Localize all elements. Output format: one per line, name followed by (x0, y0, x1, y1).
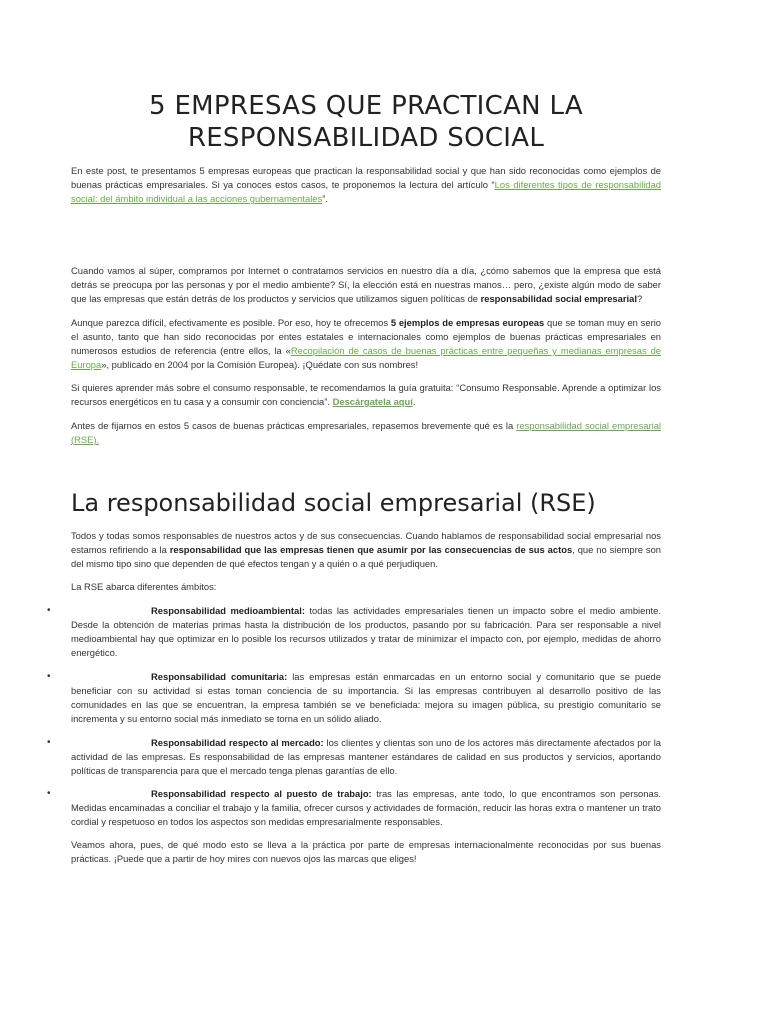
intro-text: En este post, te presentamos 5 empresas europeas que practican la responsabilidad social y que han sido reconocidas como ejemplos de buenas prácticas empresariales. Si ya conoces estos casos, te proponemos la lectura del artículo “ (71, 165, 661, 190)
bullet-2-text: las empresas están enmarcadas en un entorno social y comunitario que se puede beneficiar con su actividad si estas toman conciencia de su importancia. Si las empresas contribuyen al desarrollo positivo de las comunidades en las que se encuentran, la empresa también se ve beneficiada: mejora su imagen pública, su prestigio comunitario se incrementa y su entorno social más inmediato se torna en un sólido aliado. (71, 671, 661, 724)
p2-text-end: », publicado en 2004 por la Comisión Europea). ¡Quédate con sus nombres! (101, 359, 419, 370)
p2-bold: 5 ejemplos de empresas europeas (390, 317, 545, 328)
bullet-1-text: todas las actividades empresariales tienen un impacto sobre el medio ambiente. Desde la obtención de materias primas hasta la distribución de los productos, pasando por su fabricación. Para ser responsable a nivel medioambiental hay que optimizar en lo posible los recursos utilizados y tratar de minimizar el impacto con, por ejemplo, medidas de ahorro energético. (71, 605, 661, 658)
bullet-4-text: tras las empresas, ante todo, lo que encontramos son personas. Medidas encaminadas a conciliar el trabajo y la familia, ofrecer cursos y actividades de formación, reducir las horas extra o mantener un trato cordial y respetuoso en todos los aspectos son medidas empresarialmente responsables. (71, 788, 661, 827)
bullet-3-title: Responsabilidad respecto al mercado: (151, 737, 324, 748)
list-item (47, 670, 661, 726)
title-line-2: RESPONSABILIDAD SOCIAL (187, 123, 545, 153)
bullet-icon: • (47, 671, 51, 682)
p1-text-end: ? (636, 293, 643, 304)
list-item (47, 787, 661, 829)
p5-text: Todos y todas somos responsables de nuestros actos y de sus consecuencias. Cuando hablamos de responsabilidad social empresarial nos estamos refiriendo a la (71, 530, 661, 555)
p3-text-end: . (412, 396, 416, 407)
bullet-4-title: Responsabilidad respecto al puesto de trabajo: (151, 788, 372, 799)
rse-link[interactable]: responsabilidad social empresarial (RSE). (71, 420, 661, 445)
bullet-icon: • (47, 737, 51, 748)
download-link[interactable]: Descárgatela aquí (332, 396, 413, 407)
recopilacion-link[interactable]: Recopilación de casos de buenas prácticas entre pequeñas y medianas empresas de Europa (71, 345, 662, 370)
paragraph-4 (71, 419, 661, 447)
p1-text: Cuando vamos al súper, compramos por Internet o contratamos servicios en nuestro día a día, ¿cómo sabemos que la empresa que está detrás se preocupa por las personas y por el medio ambiente? Sí, la elección está en nuestras manos… pero, ¿existe algún modo de saber que las empresas que están detrás de los productos y servicios que utilizamos siguen políticas de (71, 265, 661, 304)
bullet-icon: • (47, 788, 51, 799)
bullet-icon: • (47, 605, 51, 616)
p5-bold: responsabilidad que las empresas tienen que asumir por las consecuencias de sus actos (169, 544, 573, 555)
p5-text-end: , que no siempre son del mismo tipo sino que dependen de qué efectos tengan y a quién o a qué perjudiquen. (71, 544, 662, 569)
intro-text-end: ”. (322, 193, 328, 204)
paragraph-6: La RSE abarca diferentes ámbitos: (71, 581, 217, 592)
article-link[interactable]: Los diferentes tipos de responsabilidad social: del ámbito individual a las acciones gubernamentales (71, 179, 662, 204)
p2-text-mid: que se toman muy en serio el asunto, tanto que han sido reconocidas por entes estatales e internacionales como ejemplos de buenas prácticas empresariales en numerosos estudios de referencia (entre ellos, la « (71, 317, 661, 356)
list-item (47, 604, 661, 660)
paragraph-7: Veamos ahora, pues, de qué modo esto se lleva a la práctica por parte de empresas internacionalmente reconocidas por sus buenas prácticas. ¡Puede que a partir de hoy mires con nuevos ojos las marcas que eliges! (71, 839, 661, 864)
section-title: La responsabilidad social empresarial (RSE) (71, 489, 596, 517)
bullet-3-text: los clientes y clientas son uno de los actores más directamente afectados por la actividad de las empresas. Es responsabilidad de las empresas mantener estándares de calidad en sus productos y servicios, aportando políticas de transparencia para que el mercado tenga plenas garantías de ello. (71, 737, 661, 776)
bullet-2-title: Responsabilidad comunitaria: (151, 671, 288, 682)
paragraph-5 (71, 529, 661, 571)
p1-bold: responsabilidad social empresarial (480, 293, 637, 304)
paragraph-1 (71, 264, 661, 306)
p3-text: Si quieres aprender más sobre el consumo responsable, te recomendamos la guía gratuita: “Consumo Responsable. Aprende a optimizar los recursos energéticos en tu casa y a consumir con conciencia”. (71, 382, 661, 407)
p2-text: Aunque parezca difícil, efectivamente es posible. Por eso, hoy te ofrecemos (71, 317, 391, 328)
bullet-1-title: Responsabilidad medioambiental: (151, 605, 305, 616)
p4-text: Antes de fijarnos en estos 5 casos de buenas prácticas empresariales, repasemos brevemente qué es la (71, 420, 517, 431)
page-title (71, 90, 661, 154)
paragraph-3 (71, 381, 661, 409)
intro-paragraph (71, 164, 661, 206)
paragraph-2 (71, 316, 661, 372)
list-item (47, 736, 661, 778)
title-line-1: 5 EMPRESAS QUE PRACTICAN LA (149, 91, 583, 121)
